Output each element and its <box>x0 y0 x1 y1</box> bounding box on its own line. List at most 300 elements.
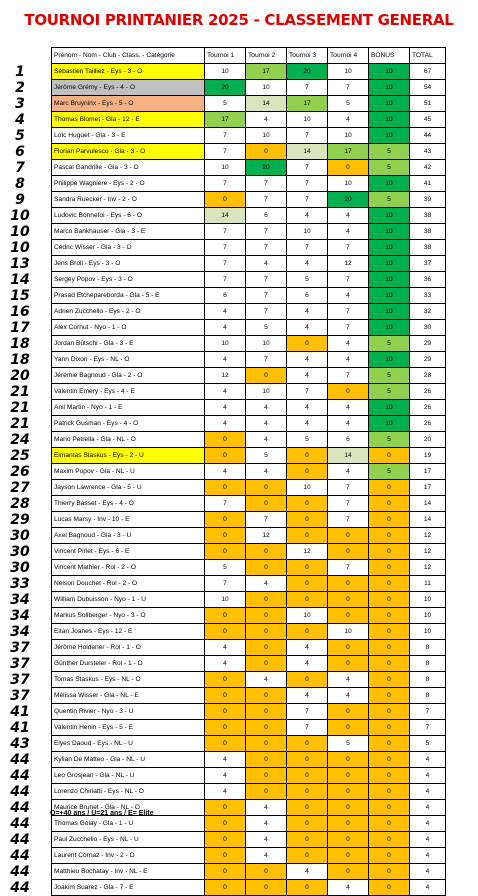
rank-label: 37 <box>10 671 30 688</box>
table-row <box>52 272 446 288</box>
player-name: Anil Martin - Nyo - 1 - E <box>52 400 205 416</box>
player-name: Axel Bagnoud - Gla - 3 - U <box>52 528 205 544</box>
cell-tournoi-1: 0 <box>205 544 246 560</box>
cell-tournoi-4: 0 <box>328 576 369 592</box>
rank-label: 37 <box>10 687 30 704</box>
cell-bonus: 10 <box>369 224 410 240</box>
cell-tournoi-2: 10 <box>246 336 287 352</box>
cell-bonus: 0 <box>369 736 410 752</box>
cell-bonus: 10 <box>369 128 410 144</box>
cell-bonus: 0 <box>369 816 410 832</box>
legend-footer: O=+40 ans / U=21 ans / E= Elite <box>50 810 154 817</box>
cell-total: 36 <box>410 272 446 288</box>
cell-tournoi-4: 7 <box>328 368 369 384</box>
cell-total: 19 <box>410 448 446 464</box>
cell-tournoi-4: 0 <box>328 816 369 832</box>
player-name: Vincent Pirlet - Eys - 6 - E <box>52 544 205 560</box>
cell-tournoi-2: 0 <box>246 368 287 384</box>
cell-total: 39 <box>410 192 446 208</box>
rank-label: 44 <box>10 831 30 848</box>
header-name: Prénom - Nom - Club - Class. - Catégorie <box>52 48 205 64</box>
cell-total: 37 <box>410 256 446 272</box>
cell-tournoi-2: 4 <box>246 800 287 816</box>
rank-label: 26 <box>10 463 30 480</box>
cell-tournoi-2: 0 <box>246 624 287 640</box>
cell-tournoi-4: 0 <box>328 752 369 768</box>
cell-total: 7 <box>410 704 446 720</box>
player-name: Jérémie Bagnoud - Gla - 2 - O <box>52 368 205 384</box>
cell-tournoi-3: 0 <box>287 784 328 800</box>
rank-label: 33 <box>10 575 30 592</box>
cell-bonus: 10 <box>369 304 410 320</box>
table-row <box>52 880 446 896</box>
cell-tournoi-3: 12 <box>287 544 328 560</box>
table-row <box>52 448 446 464</box>
table-row <box>52 416 446 432</box>
cell-tournoi-3: 0 <box>287 752 328 768</box>
rank-label: 28 <box>10 495 30 512</box>
rank-label: 5 <box>15 127 25 144</box>
rank-label: 13 <box>10 255 30 272</box>
cell-tournoi-1: 4 <box>205 304 246 320</box>
cell-bonus: 0 <box>369 448 410 464</box>
cell-tournoi-4: 0 <box>328 544 369 560</box>
cell-tournoi-1: 4 <box>205 752 246 768</box>
cell-total: 8 <box>410 672 446 688</box>
cell-tournoi-4: 0 <box>328 384 369 400</box>
player-name: Paul Zucchello - Eys - NL - U <box>52 832 205 848</box>
cell-tournoi-2: 14 <box>246 96 287 112</box>
cell-total: 20 <box>410 432 446 448</box>
cell-tournoi-4: 0 <box>328 832 369 848</box>
cell-tournoi-2: 7 <box>246 192 287 208</box>
cell-tournoi-2: 7 <box>246 272 287 288</box>
table-row <box>52 672 446 688</box>
cell-bonus: 0 <box>369 496 410 512</box>
cell-tournoi-3: 0 <box>287 736 328 752</box>
cell-tournoi-4: 0 <box>328 864 369 880</box>
cell-total: 4 <box>410 848 446 864</box>
rank-label: 10 <box>10 207 30 224</box>
player-name: Quentin Rivier - Nyo - 3 - U <box>52 704 205 720</box>
player-name: Valentin Emery - Eys - 4 - E <box>52 384 205 400</box>
cell-tournoi-1: 4 <box>205 768 246 784</box>
cell-tournoi-1: 4 <box>205 352 246 368</box>
cell-tournoi-4: 4 <box>328 352 369 368</box>
cell-total: 4 <box>410 832 446 848</box>
cell-tournoi-1: 4 <box>205 464 246 480</box>
table-row <box>52 784 446 800</box>
table-row <box>52 128 446 144</box>
cell-tournoi-1: 0 <box>205 832 246 848</box>
cell-tournoi-2: 0 <box>246 720 287 736</box>
player-name: Matthieu Bochatay - Inv - NL - E <box>52 864 205 880</box>
cell-tournoi-4: 7 <box>328 480 369 496</box>
cell-tournoi-4: 10 <box>328 64 369 80</box>
player-name: Marc Bruyninx - Eys - 5 - O <box>52 96 205 112</box>
cell-tournoi-3: 0 <box>287 624 328 640</box>
cell-tournoi-3: 4 <box>287 208 328 224</box>
cell-tournoi-3: 0 <box>287 768 328 784</box>
cell-bonus: 10 <box>369 256 410 272</box>
player-name: Jordan Bütschi - Gla - 3 - E <box>52 336 205 352</box>
cell-bonus: 0 <box>369 544 410 560</box>
cell-tournoi-1: 7 <box>205 272 246 288</box>
cell-bonus: 10 <box>369 64 410 80</box>
cell-tournoi-3: 4 <box>287 304 328 320</box>
rank-label: 44 <box>10 751 30 768</box>
cell-total: 12 <box>410 544 446 560</box>
cell-tournoi-2: 10 <box>246 80 287 96</box>
player-name: Nelson Douchet - Rol - 2 - O <box>52 576 205 592</box>
cell-tournoi-2: 0 <box>246 544 287 560</box>
cell-tournoi-1: 0 <box>205 704 246 720</box>
cell-total: 26 <box>410 416 446 432</box>
cell-tournoi-2: 0 <box>246 608 287 624</box>
cell-tournoi-2: 4 <box>246 816 287 832</box>
cell-tournoi-3: 7 <box>287 384 328 400</box>
cell-total: 7 <box>410 720 446 736</box>
cell-total: 4 <box>410 880 446 896</box>
cell-tournoi-2: 0 <box>246 704 287 720</box>
rank-label: 41 <box>10 719 30 736</box>
table-header-row <box>52 48 446 64</box>
cell-tournoi-4: 0 <box>328 720 369 736</box>
cell-tournoi-1: 4 <box>205 656 246 672</box>
cell-tournoi-4: 4 <box>328 416 369 432</box>
player-name: Jayson Lawrence - Gla - 5 - U <box>52 480 205 496</box>
rank-label: 14 <box>10 271 30 288</box>
cell-tournoi-1: 20 <box>205 80 246 96</box>
player-name: Florian Parvulesco - Gla - 3 - O <box>52 144 205 160</box>
rank-label: 30 <box>10 543 30 560</box>
cell-tournoi-2: 7 <box>246 224 287 240</box>
player-name: Maurice Brunet - Gla - NL - O <box>52 800 205 816</box>
cell-tournoi-1: 5 <box>205 96 246 112</box>
cell-total: 17 <box>410 464 446 480</box>
cell-bonus: 10 <box>369 272 410 288</box>
cell-total: 32 <box>410 304 446 320</box>
cell-tournoi-4: 0 <box>328 768 369 784</box>
cell-tournoi-2: 6 <box>246 208 287 224</box>
cell-tournoi-2: 0 <box>246 496 287 512</box>
player-name: Lucas Marsy - Inv - 10 - E <box>52 512 205 528</box>
player-name: Yann Dixon - Eys - NL - O <box>52 352 205 368</box>
cell-tournoi-3: 7 <box>287 192 328 208</box>
cell-tournoi-3: 0 <box>287 464 328 480</box>
rank-label: 20 <box>10 367 30 384</box>
table-row <box>52 528 446 544</box>
player-name: Marco Bankhauser - Gla - 3 - E <box>52 224 205 240</box>
cell-bonus: 10 <box>369 400 410 416</box>
table-row <box>52 112 446 128</box>
rank-label: 30 <box>10 559 30 576</box>
rank-label: 44 <box>10 863 30 880</box>
player-name: Mario Petrella - Gla - NL - O <box>52 432 205 448</box>
cell-tournoi-1: 0 <box>205 848 246 864</box>
table-row <box>52 176 446 192</box>
cell-bonus: 10 <box>369 416 410 432</box>
player-name: Vincent Mathier - Rol - 2 - O <box>52 560 205 576</box>
cell-tournoi-4: 7 <box>328 320 369 336</box>
cell-tournoi-3: 4 <box>287 656 328 672</box>
cell-tournoi-3: 10 <box>287 112 328 128</box>
rank-label: 18 <box>10 335 30 352</box>
cell-tournoi-4: 12 <box>328 256 369 272</box>
cell-bonus: 10 <box>369 176 410 192</box>
rank-label: 15 <box>10 287 30 304</box>
cell-tournoi-2: 0 <box>246 752 287 768</box>
cell-tournoi-1: 7 <box>205 496 246 512</box>
cell-tournoi-4: 4 <box>328 336 369 352</box>
table-row <box>52 688 446 704</box>
cell-tournoi-1: 14 <box>205 208 246 224</box>
cell-bonus: 0 <box>369 720 410 736</box>
cell-bonus: 5 <box>369 384 410 400</box>
cell-tournoi-1: 0 <box>205 448 246 464</box>
rank-label: 10 <box>10 239 30 256</box>
rank-label: 21 <box>10 383 30 400</box>
cell-bonus: 0 <box>369 784 410 800</box>
table-row <box>52 512 446 528</box>
table-row <box>52 704 446 720</box>
cell-bonus: 5 <box>369 144 410 160</box>
cell-tournoi-2: 0 <box>246 784 287 800</box>
player-name: Elyes Daoud - Eys - NL - U <box>52 736 205 752</box>
table-row <box>52 240 446 256</box>
player-name: Adrien Zucchello - Eys - 2 - O <box>52 304 205 320</box>
cell-tournoi-2: 0 <box>246 768 287 784</box>
cell-tournoi-2: 0 <box>246 640 287 656</box>
cell-tournoi-2: 7 <box>246 240 287 256</box>
cell-tournoi-3: 4 <box>287 256 328 272</box>
cell-tournoi-4: 0 <box>328 160 369 176</box>
cell-total: 29 <box>410 336 446 352</box>
table-row <box>52 848 446 864</box>
cell-bonus: 0 <box>369 512 410 528</box>
table-row <box>52 288 446 304</box>
table-row <box>52 480 446 496</box>
player-name: Patrick Gusman - Eys - 4 - O <box>52 416 205 432</box>
rank-label: 24 <box>10 431 30 448</box>
cell-tournoi-3: 0 <box>287 496 328 512</box>
cell-bonus: 0 <box>369 832 410 848</box>
cell-tournoi-1: 0 <box>205 480 246 496</box>
cell-bonus: 0 <box>369 704 410 720</box>
cell-tournoi-4: 4 <box>328 672 369 688</box>
table-row <box>52 816 446 832</box>
cell-bonus: 0 <box>369 608 410 624</box>
cell-tournoi-3: 0 <box>287 512 328 528</box>
table-row <box>52 720 446 736</box>
table-row <box>52 608 446 624</box>
cell-tournoi-3: 7 <box>287 240 328 256</box>
cell-tournoi-1: 10 <box>205 336 246 352</box>
rank-label: 37 <box>10 639 30 656</box>
cell-tournoi-1: 0 <box>205 512 246 528</box>
player-name: Günther Dursteler - Rol - 1 - O <box>52 656 205 672</box>
cell-tournoi-1: 10 <box>205 64 246 80</box>
cell-total: 8 <box>410 640 446 656</box>
cell-total: 26 <box>410 384 446 400</box>
cell-tournoi-1: 7 <box>205 176 246 192</box>
cell-tournoi-4: 10 <box>328 128 369 144</box>
cell-tournoi-4: 6 <box>328 432 369 448</box>
cell-tournoi-3: 17 <box>287 96 328 112</box>
cell-total: 10 <box>410 608 446 624</box>
rank-label: 1 <box>15 63 25 80</box>
table-row <box>52 544 446 560</box>
rank-label: 44 <box>10 799 30 816</box>
cell-tournoi-3: 4 <box>287 368 328 384</box>
rank-label: 30 <box>10 527 30 544</box>
player-name: Maxim Popov - Gla - NL - U <box>52 464 205 480</box>
cell-tournoi-4: 4 <box>328 880 369 896</box>
player-name: Loïc Huguet - Gla - 3 - E <box>52 128 205 144</box>
cell-tournoi-4: 7 <box>328 80 369 96</box>
cell-total: 4 <box>410 768 446 784</box>
cell-total: 33 <box>410 288 446 304</box>
cell-tournoi-2: 7 <box>246 176 287 192</box>
cell-tournoi-2: 7 <box>246 352 287 368</box>
cell-total: 4 <box>410 816 446 832</box>
cell-tournoi-2: 4 <box>246 112 287 128</box>
table-row <box>52 752 446 768</box>
cell-total: 8 <box>410 656 446 672</box>
cell-bonus: 10 <box>369 112 410 128</box>
player-name: William Dubuisson - Nyo - 1 - U <box>52 592 205 608</box>
cell-tournoi-4: 0 <box>328 656 369 672</box>
cell-tournoi-4: 5 <box>328 96 369 112</box>
table-row <box>52 368 446 384</box>
cell-bonus: 5 <box>369 336 410 352</box>
cell-total: 12 <box>410 528 446 544</box>
player-name: Valentin Henin - Eys - 5 - E <box>52 720 205 736</box>
cell-tournoi-2: 12 <box>246 528 287 544</box>
cell-bonus: 0 <box>369 560 410 576</box>
rank-label: 7 <box>15 159 25 176</box>
cell-tournoi-4: 7 <box>328 512 369 528</box>
cell-tournoi-4: 4 <box>328 288 369 304</box>
cell-tournoi-1: 5 <box>205 560 246 576</box>
cell-tournoi-1: 0 <box>205 688 246 704</box>
cell-tournoi-3: 0 <box>287 848 328 864</box>
table-row <box>52 656 446 672</box>
cell-bonus: 0 <box>369 848 410 864</box>
table-row <box>52 432 446 448</box>
cell-bonus: 0 <box>369 688 410 704</box>
table-row <box>52 224 446 240</box>
cell-tournoi-3: 20 <box>287 64 328 80</box>
cell-tournoi-3: 4 <box>287 688 328 704</box>
cell-total: 4 <box>410 784 446 800</box>
cell-tournoi-2: 4 <box>246 672 287 688</box>
rank-label: 34 <box>10 623 30 640</box>
cell-tournoi-2: 7 <box>246 512 287 528</box>
player-name: Jérôme Grémy - Eys - 4 - O <box>52 80 205 96</box>
cell-tournoi-2: 7 <box>246 304 287 320</box>
cell-tournoi-1: 0 <box>205 864 246 880</box>
rank-label: 2 <box>15 79 25 96</box>
cell-tournoi-2: 4 <box>246 832 287 848</box>
cell-tournoi-3: 4 <box>287 400 328 416</box>
player-name: Ludovic Bonnefoi - Eys - 6 - O <box>52 208 205 224</box>
player-name: Laurent Cornaz - Inv - 2 - O <box>52 848 205 864</box>
cell-total: 8 <box>410 688 446 704</box>
table-row <box>52 864 446 880</box>
table-row <box>52 768 446 784</box>
cell-tournoi-4: 10 <box>328 176 369 192</box>
cell-tournoi-3: 5 <box>287 272 328 288</box>
cell-tournoi-2: 0 <box>246 144 287 160</box>
table-row <box>52 624 446 640</box>
table-row <box>52 96 446 112</box>
cell-tournoi-1: 7 <box>205 256 246 272</box>
cell-tournoi-4: 17 <box>328 144 369 160</box>
cell-tournoi-3: 7 <box>287 176 328 192</box>
cell-bonus: 0 <box>369 576 410 592</box>
cell-tournoi-1: 4 <box>205 400 246 416</box>
table-row <box>52 736 446 752</box>
cell-total: 38 <box>410 208 446 224</box>
cell-tournoi-1: 4 <box>205 384 246 400</box>
cell-tournoi-4: 0 <box>328 704 369 720</box>
player-name: Eimantas Staskus - Eys - 2 - U <box>52 448 205 464</box>
cell-bonus: 0 <box>369 592 410 608</box>
player-name: Jens Broll - Eys - 3 - O <box>52 256 205 272</box>
rank-label: 34 <box>10 591 30 608</box>
cell-total: 14 <box>410 496 446 512</box>
cell-tournoi-1: 0 <box>205 720 246 736</box>
cell-bonus: 10 <box>369 240 410 256</box>
cell-tournoi-4: 4 <box>328 464 369 480</box>
page-title: TOURNOI PRINTANIER 2025 - CLASSEMENT GENERAL <box>24 11 454 29</box>
rank-label: 10 <box>10 223 30 240</box>
cell-tournoi-1: 0 <box>205 736 246 752</box>
header-tournoi-2: Tournoi 2 <box>246 48 287 64</box>
cell-tournoi-4: 7 <box>328 272 369 288</box>
cell-tournoi-1: 4 <box>205 784 246 800</box>
cell-tournoi-2: 0 <box>246 480 287 496</box>
cell-total: 26 <box>410 400 446 416</box>
player-name: Leo Grosjean - Gla - NL - U <box>52 768 205 784</box>
cell-tournoi-1: 0 <box>205 624 246 640</box>
player-name: Jérôme Holdener - Rol - 1 - O <box>52 640 205 656</box>
player-name: Thomas Golay - Gla - 1 - U <box>52 816 205 832</box>
cell-bonus: 0 <box>369 768 410 784</box>
cell-tournoi-2: 5 <box>246 448 287 464</box>
cell-tournoi-2: 7 <box>246 288 287 304</box>
cell-tournoi-1: 10 <box>205 160 246 176</box>
cell-tournoi-3: 0 <box>287 576 328 592</box>
cell-tournoi-4: 0 <box>328 848 369 864</box>
cell-tournoi-1: 4 <box>205 416 246 432</box>
cell-tournoi-2: 0 <box>246 736 287 752</box>
cell-tournoi-2: 5 <box>246 320 287 336</box>
cell-tournoi-3: 7 <box>287 704 328 720</box>
cell-tournoi-1: 0 <box>205 880 246 896</box>
cell-tournoi-4: 4 <box>328 208 369 224</box>
cell-tournoi-3: 0 <box>287 528 328 544</box>
cell-tournoi-1: 7 <box>205 224 246 240</box>
cell-tournoi-1: 0 <box>205 192 246 208</box>
cell-tournoi-3: 0 <box>287 672 328 688</box>
cell-bonus: 0 <box>369 864 410 880</box>
rank-label: 41 <box>10 703 30 720</box>
cell-bonus: 5 <box>369 432 410 448</box>
rank-label: 21 <box>10 415 30 432</box>
cell-tournoi-4: 4 <box>328 112 369 128</box>
